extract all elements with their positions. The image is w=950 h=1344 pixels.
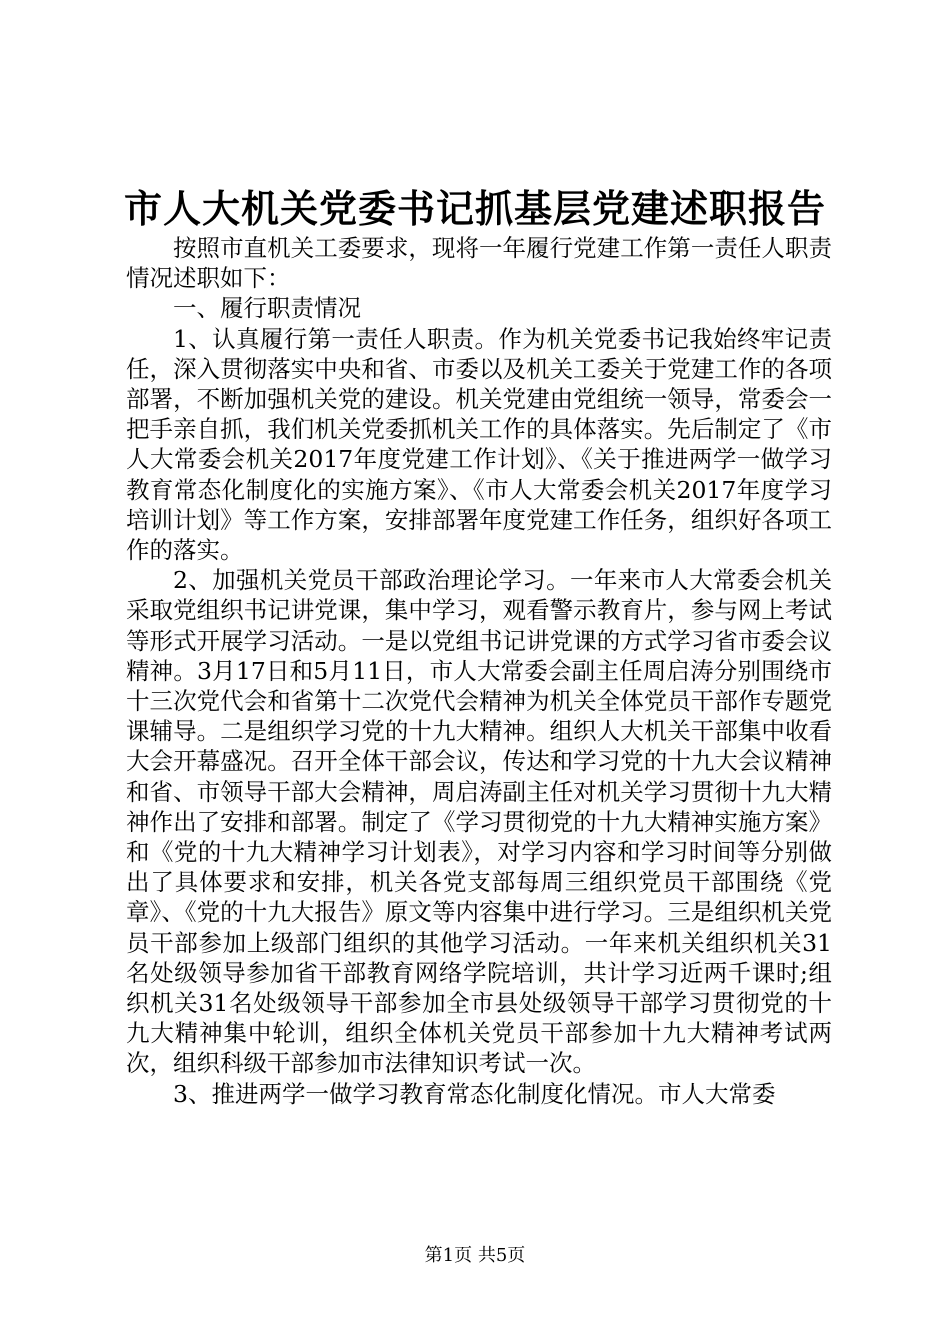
document-title: 市人大机关党委书记抓基层党建述职报告 — [123, 186, 826, 231]
paragraph-item-2: 2、加强机关党员干部政治理论学习。一年来市人大常委会机关采取党组织书记讲党课，集中学习，观看警示教育片，参与网上考试等形式开展学习活动。一是以党组书记讲党课的方式学习省市委会议精神。3月17日和5月11日，市人大常委会副主任周启涛分别围绕市十三次党代会和省第十二次党代会精神为机关全体党员干部作专题党课辅导。二是组织学习党的十九大精神。组织人大机关干部集中收看大会开幕盛况。召开全体干部会议，传达和学习党的十九大会议精神和省、市领导干部大会精神，周启涛副主任对机关学习贯彻十九大精神作出了安排和部署。制定了《学习贯彻党的十九大精神实施方案》和《党的十九大精神学习计划表》，对学习内容和学习时间等分别做出了具体要求和安排，机关各党支部每周三组织党员干部围绕《党章》、《党的十九大报告》原文等内容集中进行学习。三是组织机关党员干部参加上级部门组织的其他学习活动。一年来机关组织机关31名处级领导参加省干部教育网络学院培训，共计学习近两千课时;组织机关31名处级领导干部参加全市县处级领导干部学习贯彻党的十九大精神集中轮训，组织全体机关党员干部参加十九大精神考试两次，组织科级干部参加市法律知识考试一次。 — [126, 566, 832, 1078]
paragraph-item-3: 3、推进两学一做学习教育常态化制度化情况。市人大常委 — [173, 1079, 776, 1108]
paragraph-intro: 按照市直机关工委要求，现将一年履行党建工作第一责任人职责情况述职如下： — [126, 234, 832, 293]
document-body — [126, 233, 832, 1109]
page-number-footer: 第1页 共5页 — [424, 1245, 526, 1266]
paragraph-item-1: 1、认真履行第一责任人职责。作为机关党委书记我始终牢记责任，深入贯彻落实中央和省、市委以及机关工委关于党建工作的各项部署，不断加强机关党的建设。机关党建由党组统一领导，常委会一把手亲自抓，我们机关党委抓机关工作的具体落实。先后制定了《市人大常委会机关2017年度党建工作计划》、《关于推进两学一做学习教育常态化制度化的实施方案》、《市人大常委会机关2017年度学习培训计划》等工作方案，安排部署年度党建工作任务，组织好各项工作的落实。 — [126, 324, 832, 565]
section-heading: 一、履行职责情况 — [173, 294, 361, 323]
